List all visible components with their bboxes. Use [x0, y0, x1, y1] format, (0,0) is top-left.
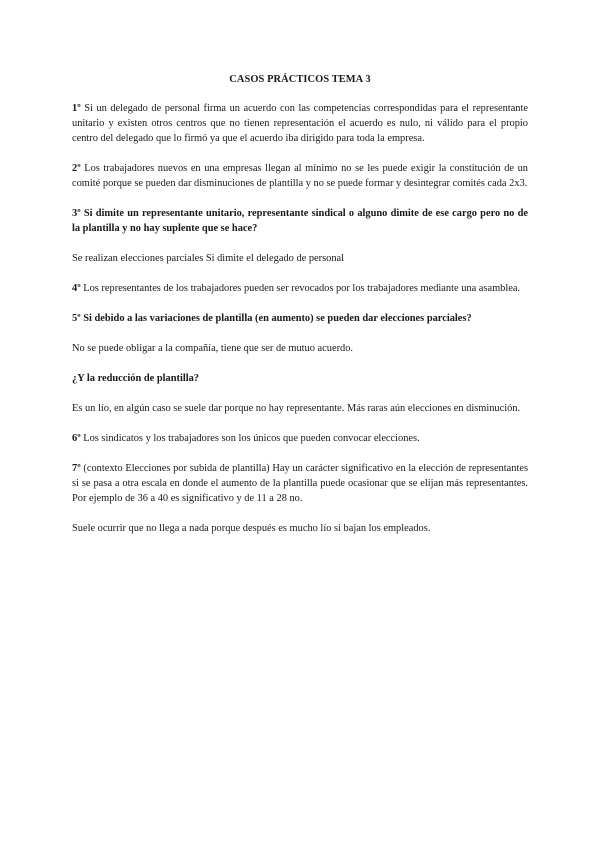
case-7-text: (contexto Elecciones por subida de plantilla) Hay un carácter significativo en la elección de representantes si se pasa a otra escala en donde el aumento de la plantilla puede ocasionar que se elijan más representantes. Por ejemplo de 36 a 40 es significativo y de 11 a 28 no. — [72, 463, 528, 504]
case-4-number: 4º — [72, 283, 81, 294]
case-5-question — [72, 311, 528, 326]
case-6-paragraph — [72, 431, 528, 446]
case-3-number: 3º — [72, 208, 81, 219]
case-4-paragraph — [72, 281, 528, 296]
document-title: CASOS PRÁCTICOS TEMA 3 — [229, 74, 371, 85]
case-2-number: 2º — [72, 163, 81, 174]
case-7-paragraph — [72, 461, 528, 506]
case-1-number: 1º — [72, 103, 81, 114]
case-2-paragraph — [72, 161, 528, 191]
case-3-question — [72, 206, 528, 236]
case-5-number: 5º — [72, 313, 81, 324]
case-1-text: Si un delegado de personal firma un acuerdo con las competencias correspondidas para el representante unitario y existen otros centros que no tienen representación el acuerdo es nulo, ni válido para el propio centro del delegado que lo firmó ya que el acuerdo iba dirigido para toda la empresa. — [72, 103, 528, 144]
case-4-text: Los representantes de los trabajadores pueden ser revocados por los trabajadores mediante una asamblea. — [80, 283, 521, 294]
reduction-question: ¿Y la reducción de plantilla? — [72, 373, 200, 384]
closing-paragraph: Suele ocurrir que no llega a nada porque después es mucho lío si bajan los empleados. — [72, 523, 431, 534]
case-1-paragraph — [72, 101, 528, 146]
case-3-answer: Se realizan elecciones parciales Si dimite el delegado de personal — [72, 253, 345, 264]
case-7-number: 7º — [72, 463, 81, 474]
case-6-number: 6º — [72, 433, 81, 444]
document-content — [72, 72, 528, 551]
case-6-text: Los sindicatos y los trabajadores son los únicos que pueden convocar elecciones. — [80, 433, 420, 444]
case-2-text: Los trabajadores nuevos en una empresas llegan al mínimo no se les puede exigir la constitución de un comité porque se pueden dar disminuciones de plantilla y no se puede formar y desintegrar comités cada 2x3. — [72, 163, 528, 189]
case-3-text: Si dimite un representante unitario, representante sindical o alguno dimite de ese cargo pero no de la plantilla y no hay suplente que se hace? — [72, 208, 528, 234]
case-5-text: Si debido a las variaciones de plantilla (en aumento) se pueden dar elecciones parciales? — [80, 313, 472, 324]
reduction-answer: Es un lío, en algún caso se suele dar porque no hay representante. Más raras aún elecciones en disminución. — [72, 403, 521, 414]
case-5-answer: No se puede obligar a la compañía, tiene que ser de mutuo acuerdo. — [72, 343, 354, 354]
